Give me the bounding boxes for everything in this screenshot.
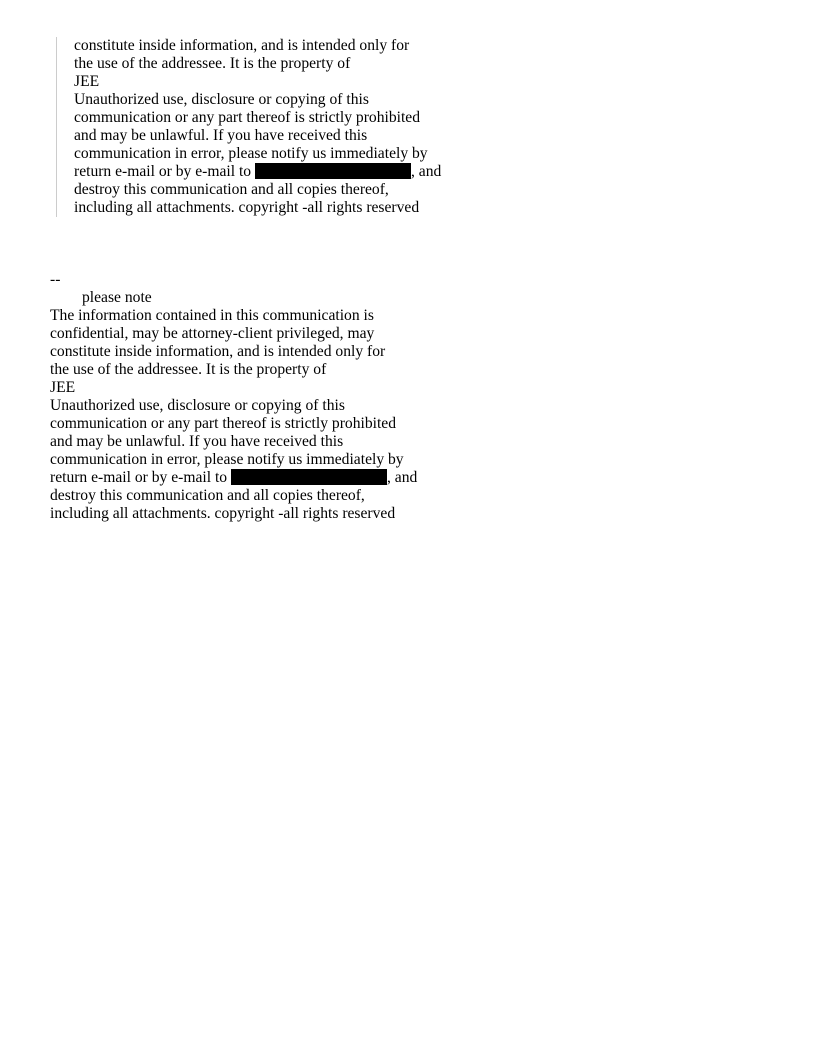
- signature-line: constitute inside information, and is intended only for: [50, 343, 386, 360]
- signature-line: including all attachments. copyright -all rights reserved: [50, 505, 396, 522]
- quoted-line: communication or any part thereof is strictly prohibited: [74, 109, 421, 126]
- please-note: please note: [82, 289, 152, 306]
- quoted-line: communication in error, please notify us immediately by: [74, 145, 428, 162]
- quoted-redacted-prefix: return e-mail or by e-mail to: [74, 163, 255, 180]
- quoted-line: constitute inside information, and is intended only for: [74, 37, 410, 54]
- signature-redacted-suffix: , and: [387, 469, 418, 486]
- quoted-redacted-suffix: , and: [411, 163, 442, 180]
- quoted-line: Unauthorized use, disclosure or copying of this: [74, 91, 369, 108]
- redacted-email: [231, 469, 387, 485]
- signature-line: the use of the addressee. It is the property of: [50, 361, 327, 378]
- quoted-line: the use of the addressee. It is the property of: [74, 55, 351, 72]
- quoted-disclaimer: [56, 37, 441, 217]
- quoted-line: and may be unlawful. If you have received this: [74, 127, 368, 144]
- quoted-line: including all attachments. copyright -all rights reserved: [74, 199, 420, 216]
- signature-line: destroy this communication and all copies thereof,: [50, 487, 365, 504]
- signature-line: The information contained in this communication is: [50, 307, 374, 324]
- redacted-email: [255, 163, 411, 179]
- quoted-line: destroy this communication and all copies thereof,: [74, 181, 389, 198]
- signature-disclaimer: [50, 271, 417, 523]
- signature-redacted-prefix: return e-mail or by e-mail to: [50, 469, 231, 486]
- quoted-redacted-line: [74, 163, 441, 181]
- signature-line: communication or any part thereof is strictly prohibited: [50, 415, 397, 432]
- signature-line: confidential, may be attorney-client privileged, may: [50, 325, 375, 342]
- signature-redacted-line: [50, 469, 417, 487]
- signature-separator: --: [50, 271, 61, 288]
- signature-line: Unauthorized use, disclosure or copying of this: [50, 397, 345, 414]
- signature-line: and may be unlawful. If you have received this: [50, 433, 344, 450]
- signature-line: communication in error, please notify us immediately by: [50, 451, 404, 468]
- quoted-line: JEE: [74, 73, 100, 90]
- signature-line: JEE: [50, 379, 76, 396]
